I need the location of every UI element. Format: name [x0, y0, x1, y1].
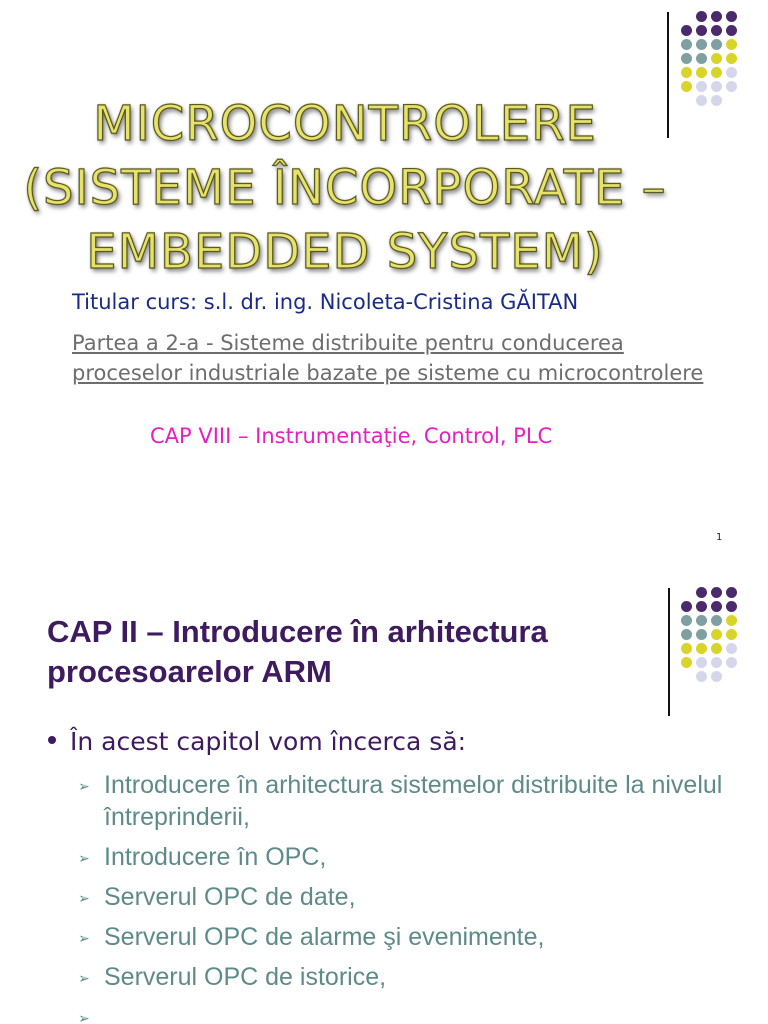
chevron-right-icon: ➢: [78, 970, 90, 986]
chevron-right-icon: ➢: [78, 850, 90, 866]
decorative-dot: [681, 657, 692, 668]
list-item-text: Serverul OPC de alarme şi evenimente,: [104, 923, 545, 951]
decorative-dot: [681, 81, 692, 92]
list-item: [76, 769, 736, 833]
list-item: [76, 841, 736, 873]
decorative-dot: [726, 601, 737, 612]
decorative-dot: [726, 39, 737, 50]
decorative-dot: [696, 39, 707, 50]
dot-grid-decoration-2: [680, 586, 738, 683]
chapter-subtitle: CAP VIII – Instrumentaţie, Control, PLC: [150, 424, 553, 448]
slide-title-line-1: MICROCONTROLERE: [93, 96, 597, 152]
decorative-dot: [681, 601, 692, 612]
decorative-dot: [681, 11, 692, 22]
chevron-right-icon: ➢: [78, 890, 90, 906]
decorative-dot: [711, 95, 722, 106]
decorative-dot: [726, 615, 737, 626]
decorative-dot: [681, 67, 692, 78]
chevron-right-icon: ➢: [78, 930, 90, 946]
decorative-dot: [726, 67, 737, 78]
decorative-dot: [711, 67, 722, 78]
decorative-dot: [726, 11, 737, 22]
decorative-dot: [726, 95, 737, 106]
decorative-dot: [726, 587, 737, 598]
decorative-dot: [696, 643, 707, 654]
decorative-dot: [726, 657, 737, 668]
main-bullet: [48, 727, 466, 756]
list-item-text: Introducere în OPC,: [104, 843, 327, 871]
list-item-text: Introducere în arhitectura sistemelor distribuite la nivelul întreprinderii,: [104, 771, 723, 831]
part-description-link[interactable]: Partea a 2-a - Sisteme distribuite pentru conducerea proceselor industriale bazate pe sisteme cu microcontrolere: [72, 331, 704, 385]
decorative-dot: [711, 601, 722, 612]
decorative-dot: [726, 671, 737, 682]
decorative-dot: [696, 11, 707, 22]
decorative-dot: [696, 615, 707, 626]
decorative-dot: [696, 95, 707, 106]
page-number: 1: [716, 532, 723, 543]
decorative-dot: [681, 53, 692, 64]
decorative-dot: [711, 615, 722, 626]
decorative-dot: [696, 67, 707, 78]
decorative-dot: [696, 601, 707, 612]
decorative-dot: [681, 25, 692, 36]
decorative-dot: [711, 25, 722, 36]
decorative-dot: [726, 81, 737, 92]
decorative-dot: [696, 629, 707, 640]
list-item-text: Serverul OPC de istorice,: [104, 963, 387, 991]
decorative-dot: [681, 629, 692, 640]
decorative-dot: [696, 657, 707, 668]
decorative-dot: [696, 671, 707, 682]
sub-bullet-list: [76, 769, 736, 1024]
slide-title-line-2: (SISTEME ÎNCORPORATE –: [23, 160, 667, 216]
decorative-dot: [726, 643, 737, 654]
chevron-right-icon: ➢: [78, 778, 90, 794]
decorative-dot: [696, 81, 707, 92]
decorative-dot: [681, 615, 692, 626]
list-item: [76, 961, 736, 993]
decorative-dot: [696, 25, 707, 36]
chapter-title: CAP II – Introducere în arhitectura procesoarelor ARM: [47, 614, 548, 689]
decorative-dot: [711, 671, 722, 682]
decorative-dot: [711, 81, 722, 92]
decorative-dot: [711, 11, 722, 22]
decorative-dot: [711, 629, 722, 640]
decorative-dot: [726, 53, 737, 64]
list-item: [76, 921, 736, 953]
decorative-dot: [726, 629, 737, 640]
list-item: [76, 881, 736, 913]
decorative-dot: [681, 39, 692, 50]
list-item-text: Serverul OPC de date,: [104, 883, 356, 911]
course-holder: Titular curs: s.l. dr. ing. Nicoleta-Cristina GĂITAN: [72, 290, 579, 314]
main-bullet-text: În acest capitol vom încerca să:: [70, 727, 467, 756]
decorative-dot: [711, 657, 722, 668]
decorative-rule-2: [668, 588, 670, 716]
decorative-dot: [726, 25, 737, 36]
bullet-dot-icon: [48, 736, 56, 744]
decorative-dot: [681, 643, 692, 654]
decorative-dot: [696, 53, 707, 64]
slide-title-line-3: EMBEDDED SYSTEM): [86, 224, 604, 280]
chevron-right-icon: ➢: [78, 1010, 90, 1024]
decorative-dot: [711, 53, 722, 64]
decorative-dot: [711, 587, 722, 598]
decorative-dot: [696, 587, 707, 598]
decorative-dot: [711, 643, 722, 654]
decorative-dot: [681, 587, 692, 598]
decorative-dot: [711, 39, 722, 50]
decorative-dot: [681, 671, 692, 682]
